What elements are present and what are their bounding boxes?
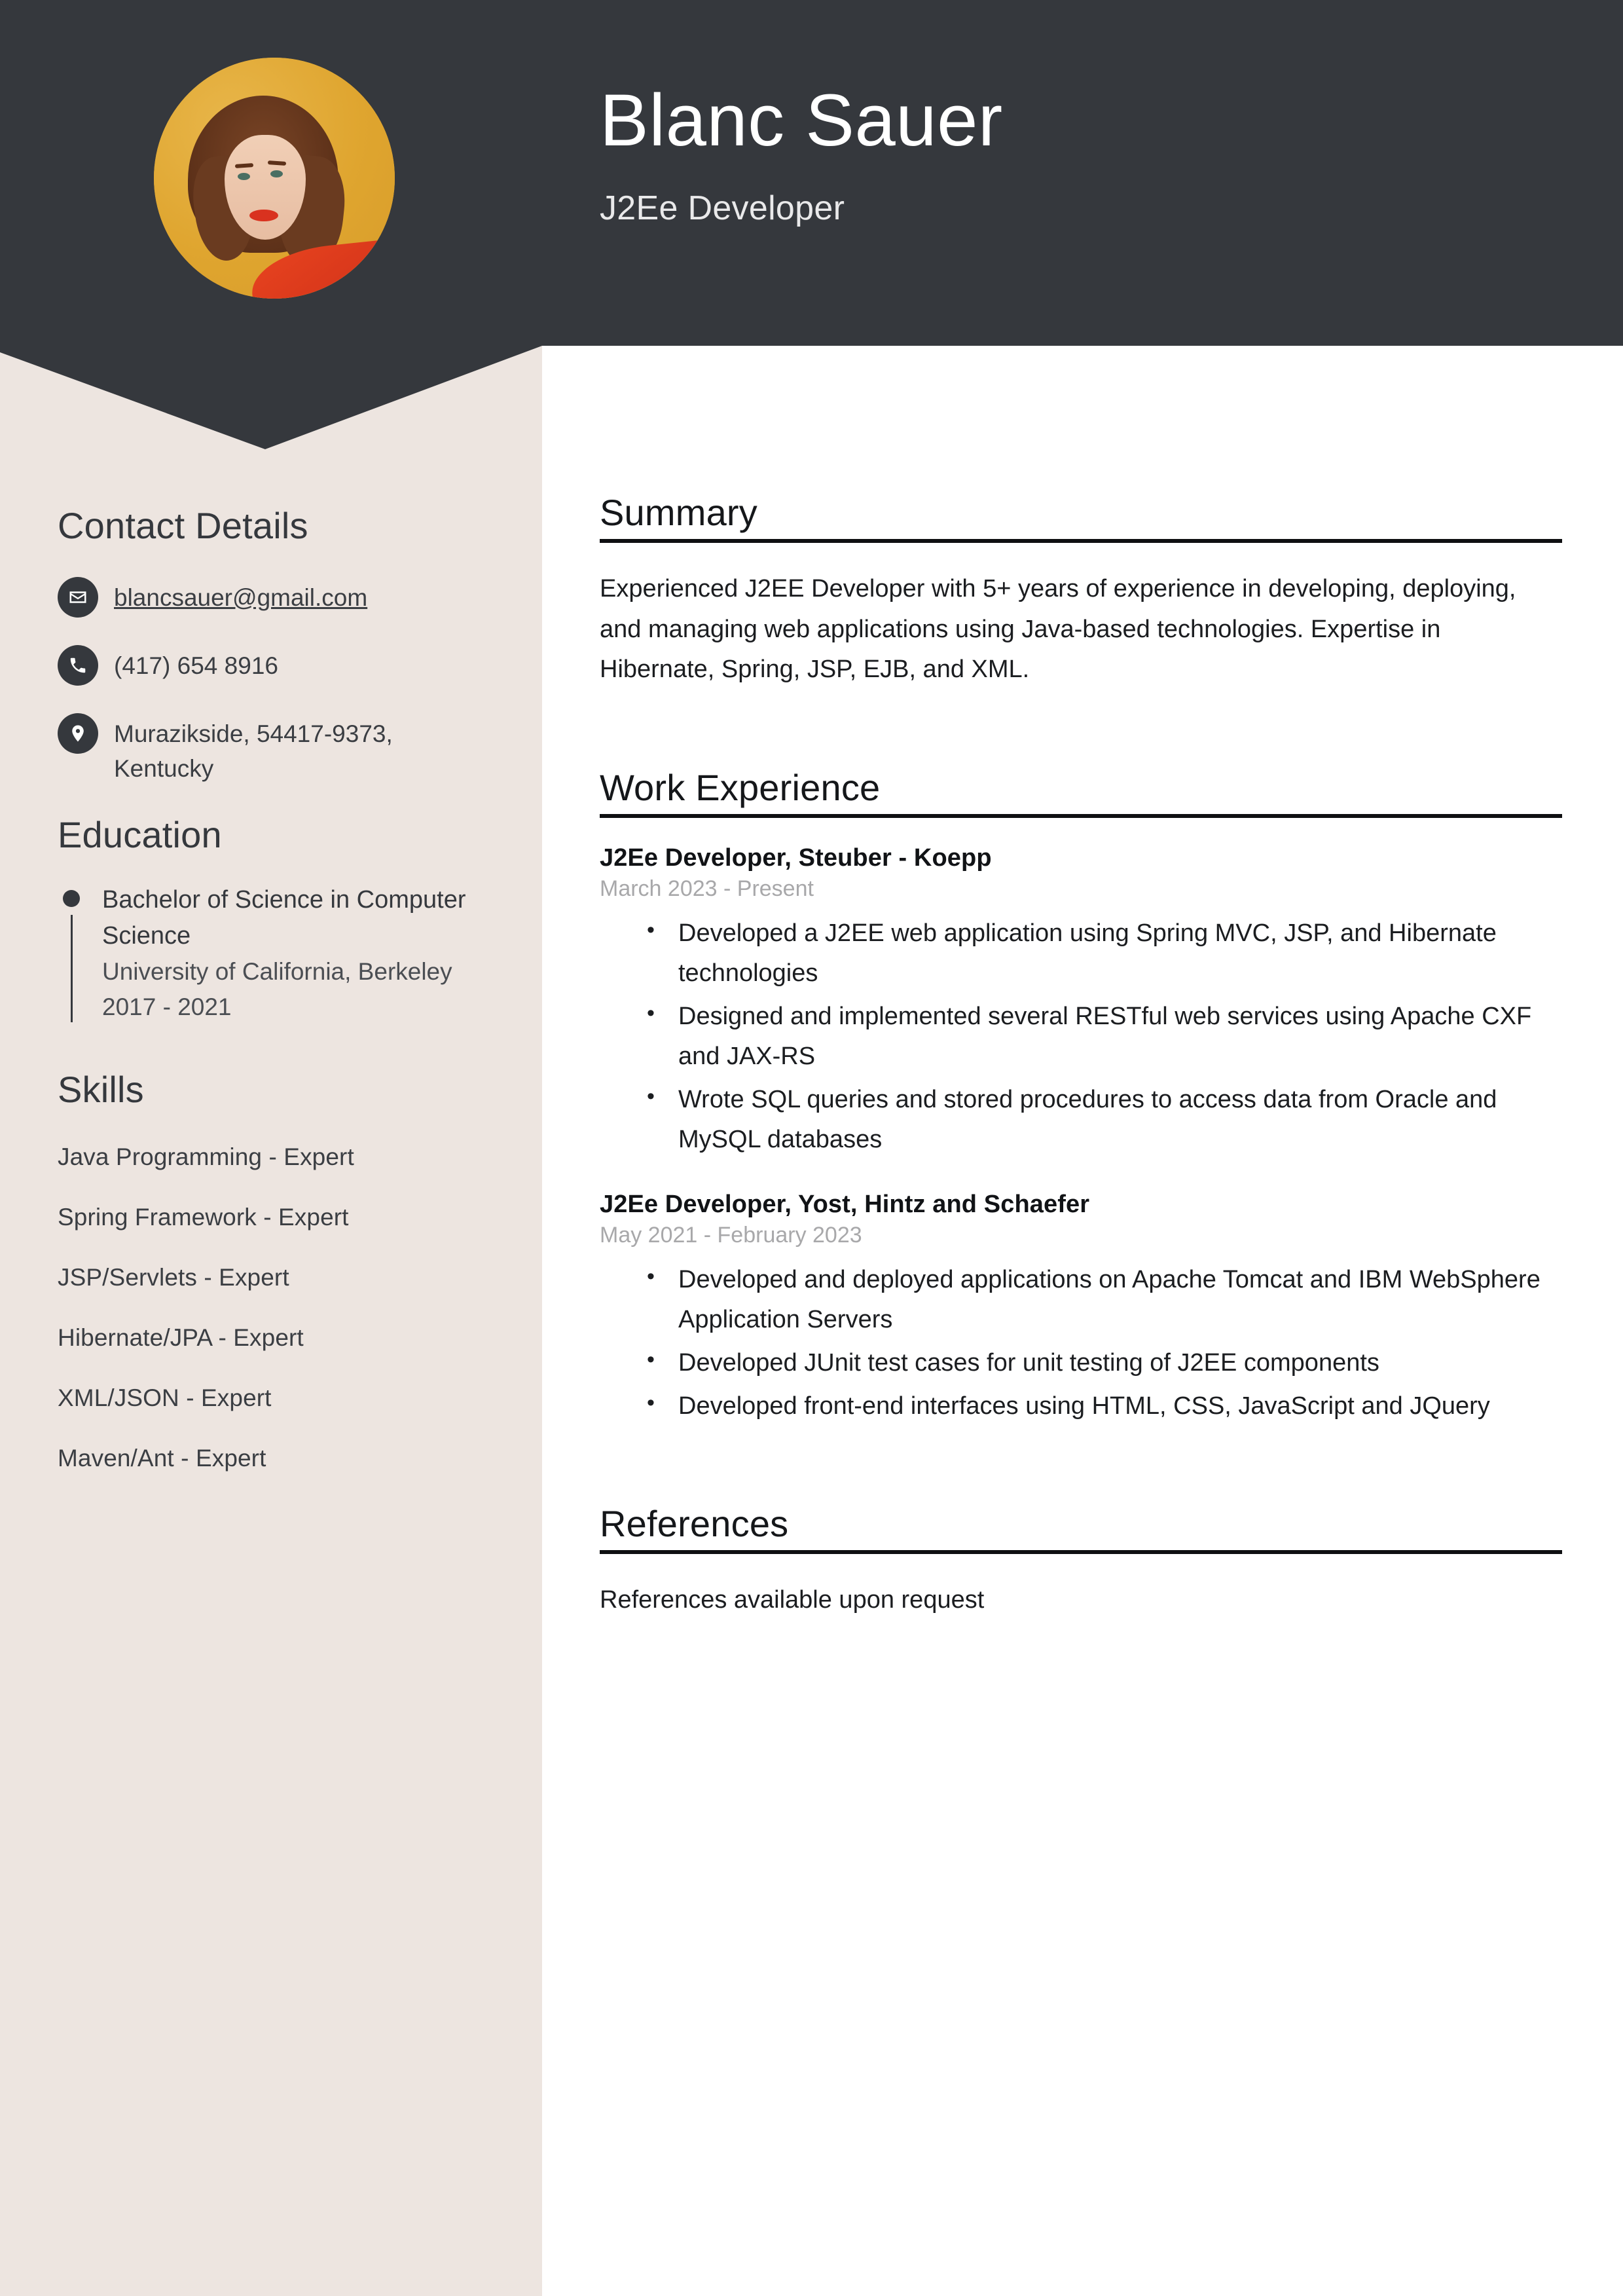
envelope-icon bbox=[58, 577, 98, 618]
skill-item: Hibernate/JPA - Expert bbox=[58, 1324, 304, 1351]
work-experience-heading: Work Experience bbox=[600, 766, 881, 808]
location-pin-icon bbox=[58, 713, 98, 754]
skill-item: Maven/Ant - Expert bbox=[58, 1444, 266, 1472]
references-heading: References bbox=[600, 1503, 789, 1545]
job-title-company: J2Ee Developer, Yost, Hintz and Schaefer bbox=[600, 1190, 1090, 1218]
job-bullet-list bbox=[600, 1260, 1562, 1426]
job-bullet: • Developed JUnit test cases for unit testing of J2EE components bbox=[678, 1343, 1562, 1384]
education-entry bbox=[58, 882, 490, 1024]
section-education bbox=[58, 813, 490, 1024]
section-contact-details bbox=[58, 504, 490, 786]
contact-phone-value: (417) 654 8916 bbox=[114, 652, 278, 679]
section-skills bbox=[58, 1068, 490, 1472]
section-references bbox=[600, 1502, 1562, 1620]
contact-email-value[interactable]: blancsauer@gmail.com bbox=[114, 584, 368, 611]
profile-photo-image bbox=[154, 58, 395, 299]
education-bullet-dot bbox=[63, 890, 80, 907]
job-dates: May 2021 - February 2023 bbox=[600, 1222, 862, 1248]
contact-list bbox=[58, 577, 490, 786]
references-text: References available upon request bbox=[600, 1586, 985, 1614]
candidate-job-title: J2Ee Developer bbox=[600, 189, 845, 227]
skill-item: XML/JSON - Expert bbox=[58, 1384, 272, 1411]
education-school: University of California, Berkeley bbox=[102, 958, 452, 986]
skill-item: Spring Framework - Expert bbox=[58, 1203, 349, 1231]
job-bullet: • Developed a J2EE web application using Spring MVC, JSP, and Hibernate technologies bbox=[678, 914, 1562, 994]
education-degree: Bachelor of Science in Computer Science bbox=[102, 886, 466, 950]
skill-item: JSP/Servlets - Expert bbox=[58, 1263, 289, 1291]
education-timeline-line bbox=[71, 915, 73, 1022]
job-bullet-list bbox=[600, 914, 1562, 1160]
job-entry bbox=[600, 1191, 1562, 1426]
contact-item-address bbox=[58, 713, 490, 786]
references-divider bbox=[600, 1550, 1562, 1554]
skill-item: Java Programming - Expert bbox=[58, 1143, 354, 1170]
photo-eye-right bbox=[270, 170, 283, 177]
job-title-company: J2Ee Developer, Steuber - Koepp bbox=[600, 843, 992, 872]
contact-address-value: Murazikside, 54417-9373, Kentucky bbox=[114, 720, 393, 782]
job-bullet: • Designed and implemented several RESTful web services using Apache CXF and JAX-RS bbox=[678, 997, 1562, 1077]
job-dates: March 2023 - Present bbox=[600, 876, 814, 901]
phone-icon bbox=[58, 645, 98, 686]
contact-item-phone[interactable] bbox=[58, 645, 490, 686]
section-summary bbox=[600, 491, 1562, 690]
job-entry bbox=[600, 844, 1562, 1160]
contact-details-heading: Contact Details bbox=[58, 505, 308, 546]
sidebar-content bbox=[58, 504, 490, 1472]
candidate-name: Blanc Sauer bbox=[600, 79, 1003, 161]
summary-text: Experienced J2EE Developer with 5+ years of experience in developing, deploying, and managing web applications using Java-based technologies. Expertise in Hibernate, Spring, JSP, EJB, and XML. bbox=[600, 575, 1516, 684]
header-text-block bbox=[600, 79, 1003, 228]
profile-photo bbox=[154, 58, 395, 299]
education-years: 2017 - 2021 bbox=[102, 993, 232, 1020]
photo-lips bbox=[249, 210, 278, 221]
contact-item-email[interactable] bbox=[58, 577, 490, 618]
work-experience-divider bbox=[600, 814, 1562, 818]
job-bullet: • Developed front-end interfaces using HTML, CSS, JavaScript and JQuery bbox=[678, 1386, 1562, 1427]
job-bullet: • Developed and deployed applications on Apache Tomcat and IBM WebSphere Application Servers bbox=[678, 1260, 1562, 1341]
summary-divider bbox=[600, 539, 1562, 543]
education-heading: Education bbox=[58, 814, 222, 856]
photo-eye-left bbox=[238, 173, 250, 180]
section-work-experience bbox=[600, 766, 1562, 1426]
job-bullet: • Wrote SQL queries and stored procedures to access data from Oracle and MySQL databases bbox=[678, 1080, 1562, 1160]
skills-heading: Skills bbox=[58, 1068, 144, 1110]
summary-heading: Summary bbox=[600, 492, 757, 533]
